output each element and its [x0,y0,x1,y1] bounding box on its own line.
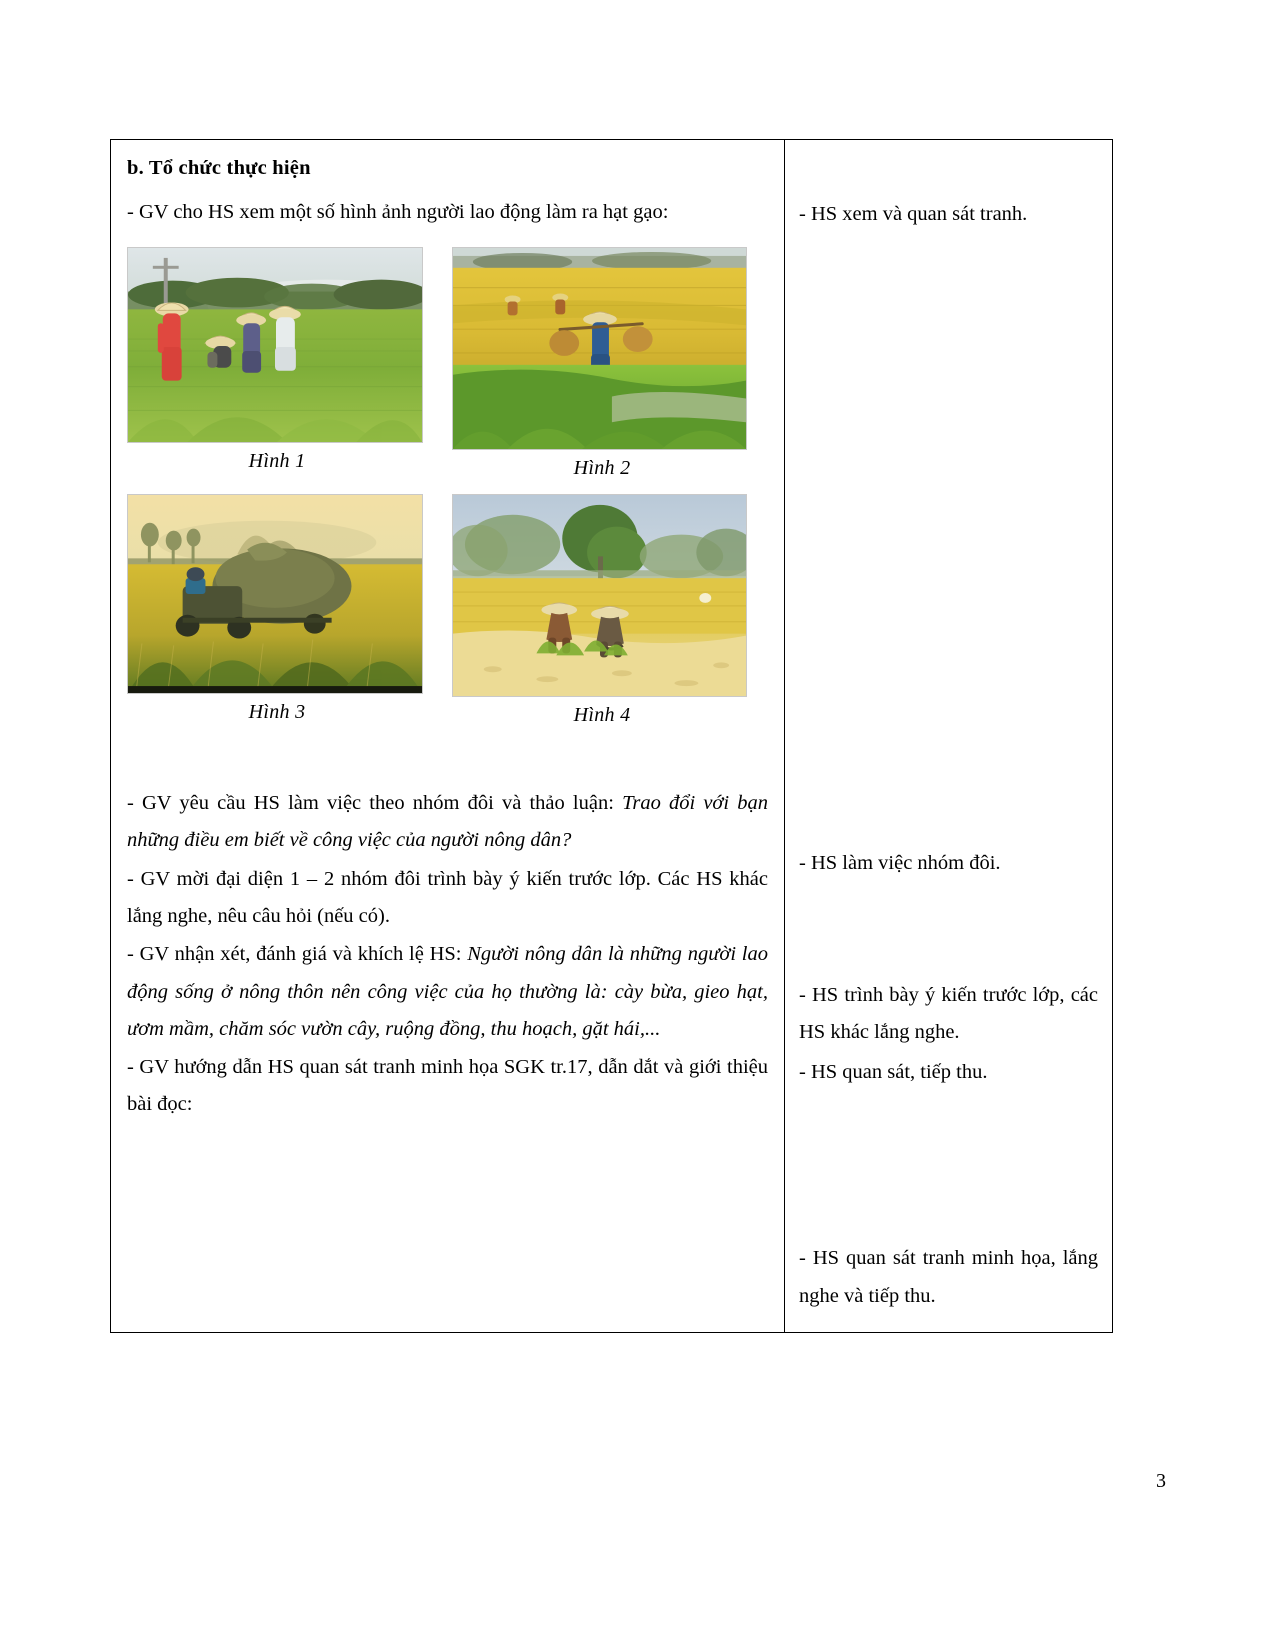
teacher-paragraph-1-roman: - GV yêu cầu HS làm việc theo nhóm đôi và thảo luận: [127,792,623,815]
spacer [799,150,1098,196]
figure-3 [127,494,427,724]
student-response-1: - HS xem và quan sát tranh. [799,203,1028,225]
table-row [111,140,1113,1333]
figure-1 [127,247,427,473]
photo-hinh-3 [127,494,423,694]
figure-row-2 [127,494,768,727]
intro-paragraph: - GV cho HS xem một số hình ảnh người lao động làm ra hạt gạo: [127,200,669,223]
spacer [799,884,1098,977]
figure-caption-3: Hình 3 [248,701,306,724]
figure-caption-4: Hình 4 [573,704,631,727]
student-response-5: - HS quan sát tranh minh họa, lắng nghe và tiếp thu. [799,1247,1098,1307]
page-number: 3 [1156,1470,1166,1492]
student-response-3: - HS trình bày ý kiến trước lớp, các HS khác lắng nghe. [799,983,1098,1043]
teacher-paragraph-1 [127,785,768,860]
teacher-paragraph-4 [127,1049,768,1124]
teacher-paragraph-3-roman: - GV nhận xét, đánh giá và khích lệ HS: [127,943,468,966]
photo-hinh-4 [452,494,747,697]
photo-hinh-1 [127,247,423,443]
photo-hinh-2 [452,247,747,450]
teacher-paragraph-3-italic: Người nông dân là những người lao động sống ở nông thôn nên công việc của họ thường là: cày bừa, gieo hạt, ươm mầm, chăm sóc vườn cây, ruộng đồng, thu hoạch, gặt hái,... [127,943,768,1040]
figure-caption-1: Hình 1 [248,450,306,473]
teacher-paragraph-1-italic: Trao đổi với bạn những điều em biết về công việc của người nông dân? [127,792,768,852]
teacher-paragraph-3 [127,936,768,1048]
student-response-4: - HS quan sát, tiếp thu. [799,1061,988,1084]
teacher-paragraph-4-roman: - GV hướng dẫn HS quan sát tranh minh họa SGK tr.17, dẫn dắt và giới thiệu bài đọc: [127,1056,768,1116]
figure-grid [127,247,768,727]
figure-row-1 [127,247,768,480]
lesson-plan-table [110,139,1113,1333]
table-cell-student-activities [785,140,1113,1333]
teacher-paragraph-2 [127,861,768,936]
figure-2 [452,247,752,480]
table-cell-teacher-activities [111,140,785,1333]
section-heading: b. Tổ chức thực hiện [127,157,311,179]
teacher-paragraph-2-roman: - GV mời đại diện 1 – 2 nhóm đôi trình bày ý kiến trước lớp. Các HS khác lắng nghe, nêu câu hỏi (nếu có). [127,867,768,927]
spacer [799,234,1098,845]
spacer [127,727,768,785]
figure-caption-2: Hình 2 [573,457,631,480]
student-response-2: - HS làm việc nhóm đôi. [799,852,1001,875]
figure-4 [452,494,752,727]
spacer [799,1092,1098,1240]
